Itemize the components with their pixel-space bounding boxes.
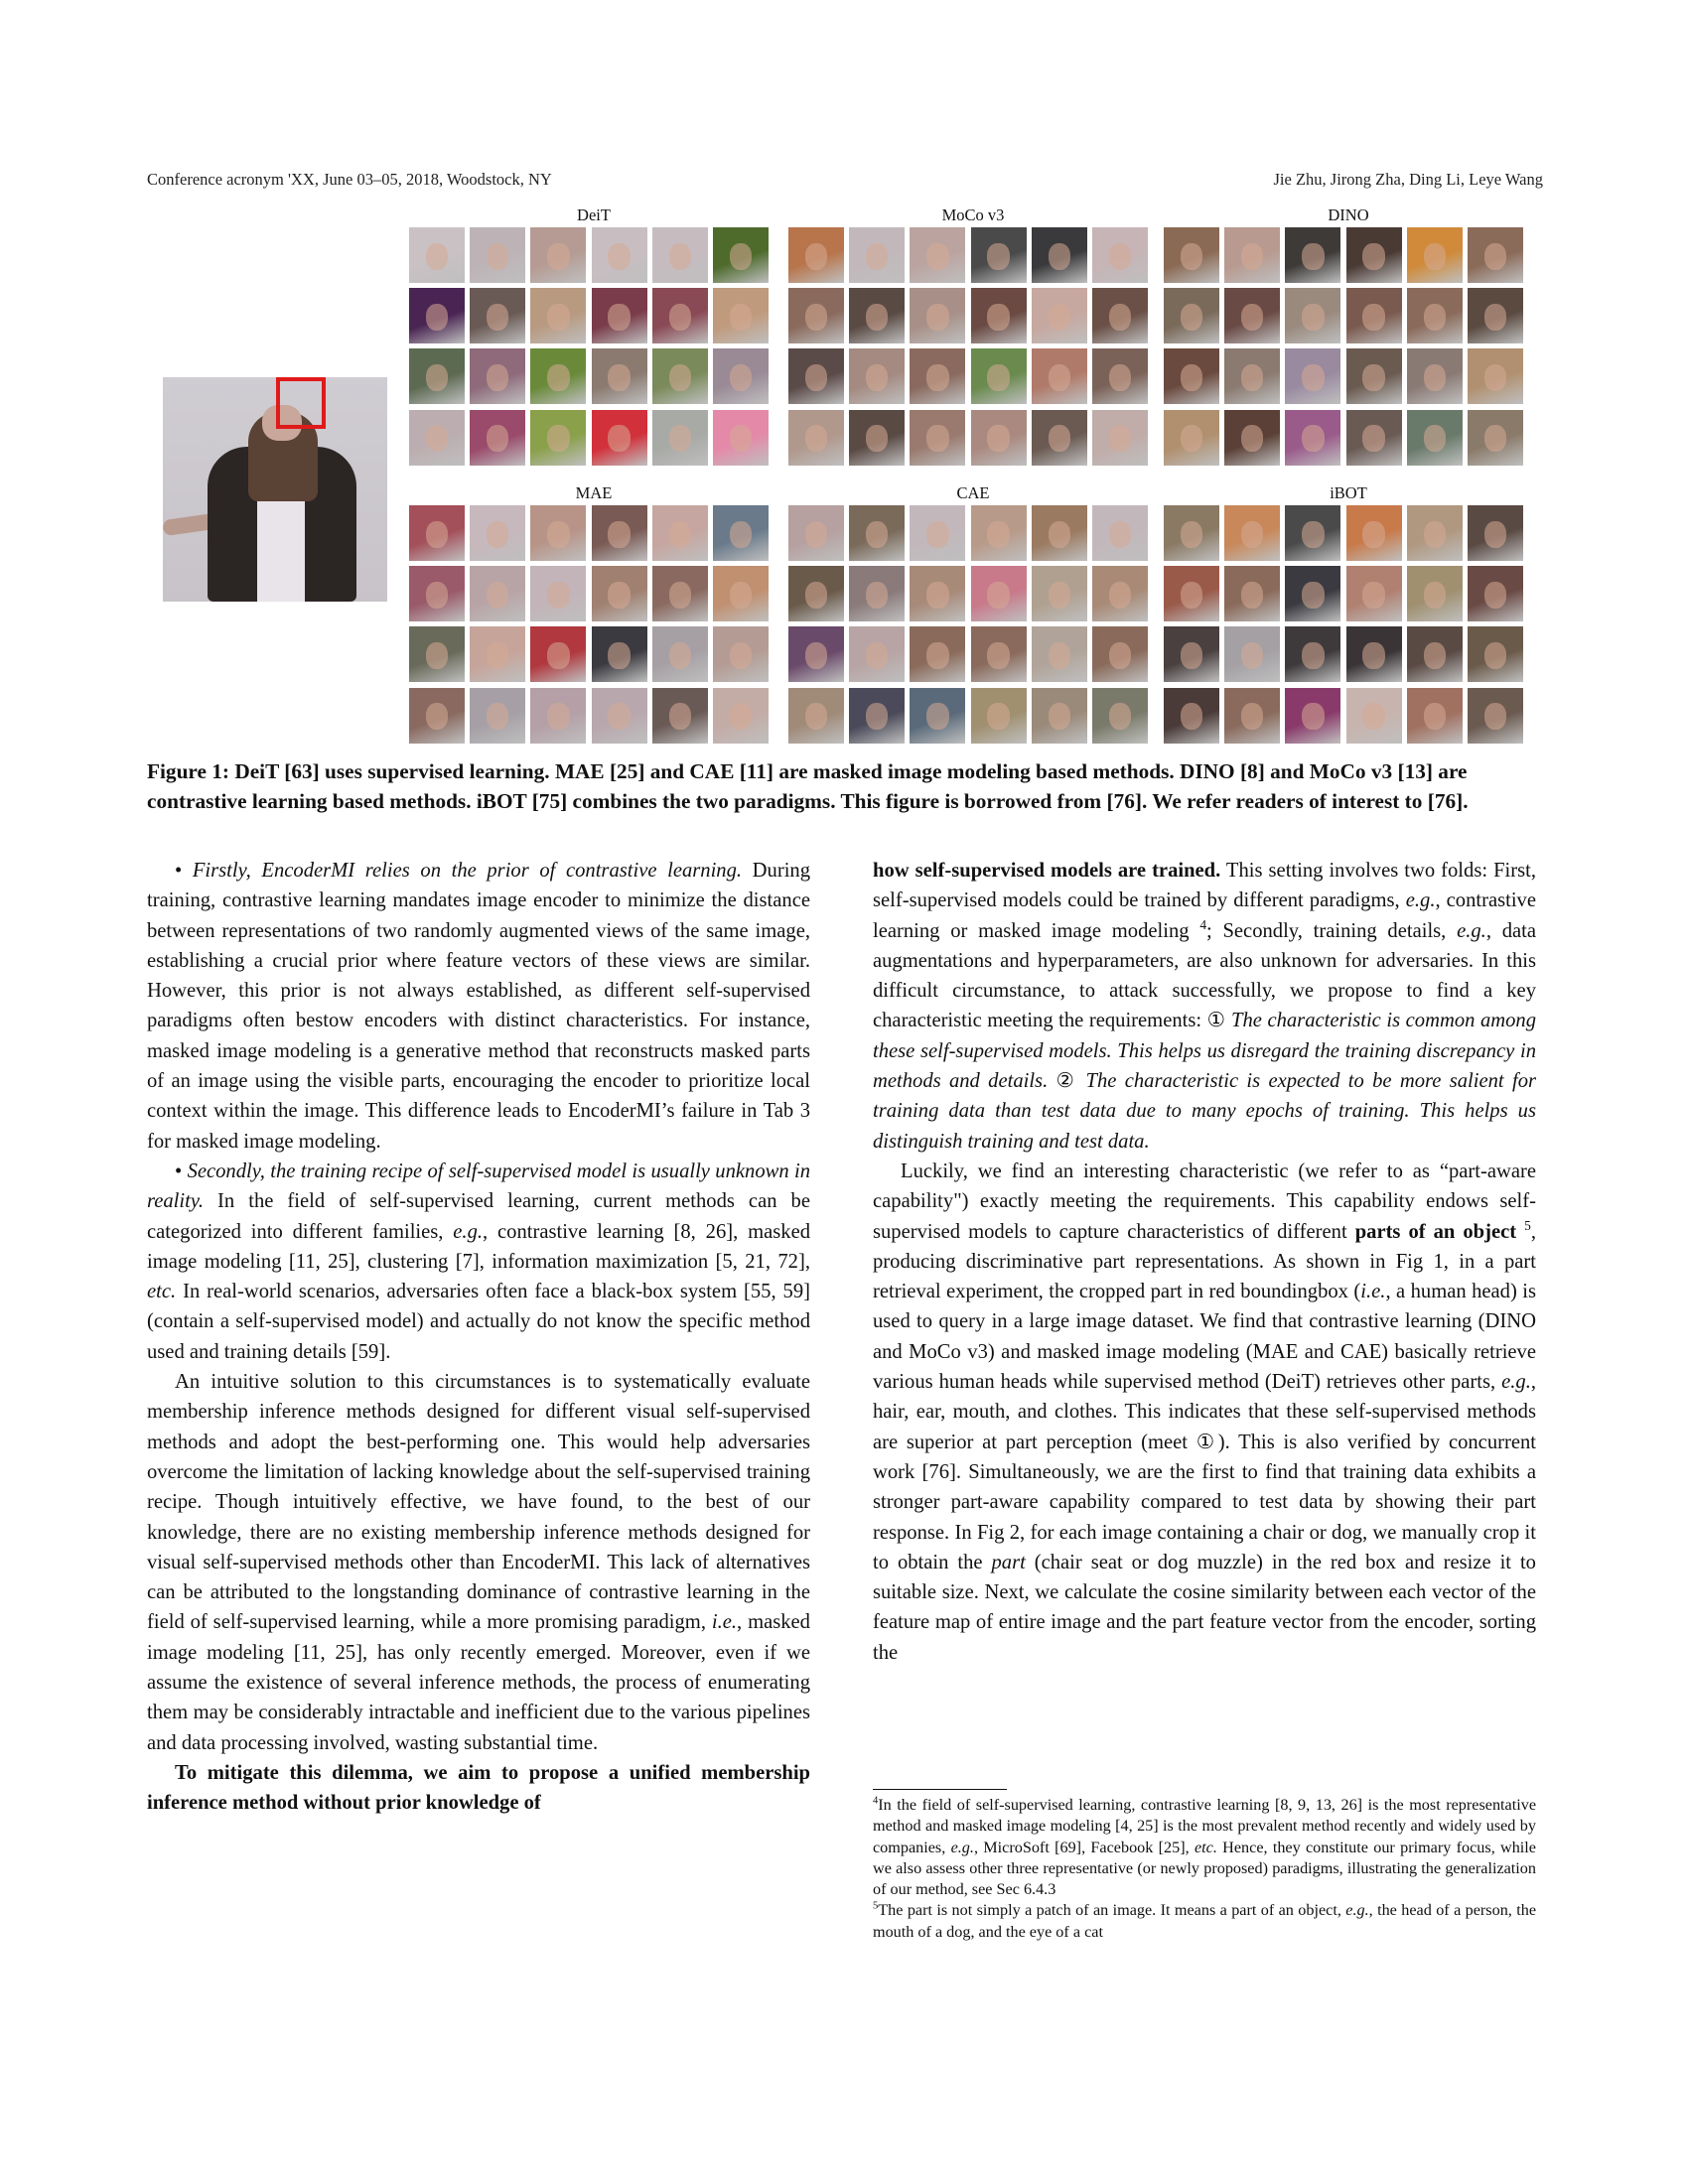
retrieved-image-thumbnail xyxy=(971,410,1027,466)
retrieved-image-thumbnail xyxy=(592,410,647,466)
retrieval-grid xyxy=(788,505,1158,744)
paragraph-luckily: Luckily, we find an interesting characteristic (we refer to as “part-aware capability") exactly meeting the requirements. This capability endows self-supervised models to capture characteristics of different parts of an object $^5$, producing discriminative part representations. As shown in Fig 1, in a part retrieval experiment, the cropped part in red boundingbox (i.e., a human head) is used to query in a large image dataset. We find that contrastive learning (DINO and MoCo v3) and masked image modeling (MAE and CAE) basically retrieve various human heads while supervised method (DeiT) retrieves other parts, e.g., hair, ear, mouth, and clothes. This indicates that these self-supervised methods are superior at part perception (meet ①). This is also verified by concurrent work [76]. Simultaneously, we are the first to find that training data exhibits a stronger part-aware capability compared to test data by showing their part response. In Fig 2, for each image containing a chair or dog, we manually crop it to obtain the part (chair seat or dog muzzle) in the red box and resize it to suitable size. Next, we calculate the cosine similarity between each vector of the feature map of entire image and the part feature vector from the encoder, sorting the xyxy=(873,1160,1536,1664)
retrieved-image-thumbnail xyxy=(1224,410,1280,466)
retrieved-image-thumbnail xyxy=(530,410,586,466)
retrieved-image-thumbnail xyxy=(1164,288,1219,343)
retrieved-image-thumbnail xyxy=(1164,410,1219,466)
retrieved-image-thumbnail xyxy=(1224,566,1280,621)
retrieved-image-thumbnail xyxy=(788,348,844,404)
panel-ibot xyxy=(1164,483,1533,744)
retrieved-image-thumbnail xyxy=(1346,505,1402,561)
retrieved-image-thumbnail xyxy=(1285,505,1340,561)
paragraph-setting: how self-supervised models are trained. This setting involves two folds: First, self-supervised models could be trained by different paradigms, e.g., contrastive learning or masked image modeling $^4$; Secondly, training details, e.g., data augmentations and hyperparameters, are also unknown for adversaries. In this difficult circumstance, to attack successfully, we propose to find a key characteristic meeting the requirements: ① The characteristic is common among these self-supervised models. This helps us disregard the training discrepancy in methods and details. ② The characteristic is expected to be more salient for training data than test data due to many epochs of training. This helps us distinguish training and test data. xyxy=(873,860,1537,1153)
retrieved-image-thumbnail xyxy=(1032,626,1087,682)
panel-cae xyxy=(788,483,1158,744)
retrieved-image-thumbnail xyxy=(713,566,769,621)
retrieved-image-thumbnail xyxy=(470,348,525,404)
retrieved-image-thumbnail xyxy=(849,566,905,621)
retrieved-image-thumbnail xyxy=(910,688,965,744)
retrieved-image-thumbnail xyxy=(713,505,769,561)
retrieved-image-thumbnail xyxy=(1407,688,1463,744)
retrieved-image-thumbnail xyxy=(788,688,844,744)
retrieved-image-thumbnail xyxy=(1032,288,1087,343)
retrieval-grid xyxy=(409,227,778,466)
left-column xyxy=(147,856,810,1819)
retrieval-grid xyxy=(1164,227,1533,466)
retrieved-image-thumbnail xyxy=(910,288,965,343)
retrieved-image-thumbnail xyxy=(1092,348,1148,404)
retrieved-image-thumbnail xyxy=(1092,288,1148,343)
running-head-authors: Jie Zhu, Jirong Zha, Ding Li, Leye Wang xyxy=(1273,170,1543,189)
retrieval-grid xyxy=(1164,505,1533,744)
retrieved-image-thumbnail xyxy=(1164,505,1219,561)
footnotes xyxy=(873,1795,1536,1943)
retrieved-image-thumbnail xyxy=(1346,410,1402,466)
retrieved-image-thumbnail xyxy=(910,505,965,561)
panel-title: iBOT xyxy=(1330,483,1367,502)
retrieved-image-thumbnail xyxy=(1032,227,1087,283)
retrieved-image-thumbnail xyxy=(592,288,647,343)
retrieved-image-thumbnail xyxy=(1407,227,1463,283)
retrieved-image-thumbnail xyxy=(592,348,647,404)
retrieved-image-thumbnail xyxy=(910,410,965,466)
retrieved-image-thumbnail xyxy=(530,227,586,283)
retrieved-image-thumbnail xyxy=(713,626,769,682)
retrieved-image-thumbnail xyxy=(1164,348,1219,404)
retrieved-image-thumbnail xyxy=(652,505,708,561)
retrieved-image-thumbnail xyxy=(530,348,586,404)
retrieved-image-thumbnail xyxy=(849,288,905,343)
retrieved-image-thumbnail xyxy=(1468,227,1523,283)
retrieved-image-thumbnail xyxy=(1164,227,1219,283)
retrieved-image-thumbnail xyxy=(849,348,905,404)
retrieved-image-thumbnail xyxy=(470,410,525,466)
paragraph-mitigate: To mitigate this dilemma, we aim to propose a unified membership inference method without prior knowledge of xyxy=(147,1761,810,1815)
retrieved-image-thumbnail xyxy=(592,566,647,621)
panel-deit xyxy=(409,205,778,466)
retrieved-image-thumbnail xyxy=(1164,566,1219,621)
retrieved-image-thumbnail xyxy=(470,688,525,744)
retrieved-image-thumbnail xyxy=(971,348,1027,404)
retrieved-image-thumbnail xyxy=(530,626,586,682)
retrieved-image-thumbnail xyxy=(1468,410,1523,466)
retrieved-image-thumbnail xyxy=(592,626,647,682)
retrieved-image-thumbnail xyxy=(470,227,525,283)
retrieved-image-thumbnail xyxy=(1468,566,1523,621)
retrieved-image-thumbnail xyxy=(409,348,465,404)
retrieved-image-thumbnail xyxy=(1285,227,1340,283)
retrieved-image-thumbnail xyxy=(788,566,844,621)
retrieved-image-thumbnail xyxy=(788,288,844,343)
retrieved-image-thumbnail xyxy=(409,505,465,561)
retrieved-image-thumbnail xyxy=(1224,227,1280,283)
retrieved-image-thumbnail xyxy=(849,626,905,682)
retrieved-image-thumbnail xyxy=(971,688,1027,744)
retrieved-image-thumbnail xyxy=(788,410,844,466)
retrieved-image-thumbnail xyxy=(530,288,586,343)
retrieved-image-thumbnail xyxy=(652,227,708,283)
panel-title: MAE xyxy=(575,483,613,502)
panel-moco-v3 xyxy=(788,205,1158,466)
retrieved-image-thumbnail xyxy=(713,410,769,466)
retrieved-image-thumbnail xyxy=(849,227,905,283)
footnote-divider xyxy=(873,1789,1007,1790)
retrieved-image-thumbnail xyxy=(1092,227,1148,283)
retrieved-image-thumbnail xyxy=(713,348,769,404)
retrieved-image-thumbnail xyxy=(1346,566,1402,621)
footnote-ref-4[interactable]: 4 xyxy=(1199,916,1206,932)
retrieved-image-thumbnail xyxy=(1032,688,1087,744)
retrieved-image-thumbnail xyxy=(971,288,1027,343)
retrieved-image-thumbnail xyxy=(1468,688,1523,744)
retrieved-image-thumbnail xyxy=(652,288,708,343)
retrieved-image-thumbnail xyxy=(652,688,708,744)
retrieved-image-thumbnail xyxy=(1224,288,1280,343)
figure-caption: Figure 1: DeiT [63] uses supervised learning. MAE [25] and CAE [11] are masked image modeling based methods. DINO [8] and MoCo v3 [13] are contrastive learning based methods. iBOT [75] combines the two paradigms. This figure is borrowed from [76]. We refer readers of interest to [76]. xyxy=(147,759,1469,813)
retrieved-image-thumbnail xyxy=(1407,626,1463,682)
retrieved-image-thumbnail xyxy=(849,505,905,561)
red-bounding-box xyxy=(276,377,326,429)
retrieved-image-thumbnail xyxy=(1285,566,1340,621)
retrieved-image-thumbnail xyxy=(849,410,905,466)
retrieved-image-thumbnail xyxy=(1285,688,1340,744)
retrieved-image-thumbnail xyxy=(971,505,1027,561)
retrieved-image-thumbnail xyxy=(713,688,769,744)
retrieved-image-thumbnail xyxy=(1032,566,1087,621)
bullet-lead: Secondly, the training recipe of self-supervised model is usually unknown in reality. xyxy=(147,1160,811,1213)
retrieved-image-thumbnail xyxy=(470,566,525,621)
retrieved-image-thumbnail xyxy=(1032,410,1087,466)
retrieved-image-thumbnail xyxy=(652,410,708,466)
retrieved-image-thumbnail xyxy=(1346,688,1402,744)
retrieved-image-thumbnail xyxy=(1468,505,1523,561)
retrieved-image-thumbnail xyxy=(592,505,647,561)
retrieved-image-thumbnail xyxy=(1346,288,1402,343)
retrieved-image-thumbnail xyxy=(530,688,586,744)
retrieved-image-thumbnail xyxy=(713,227,769,283)
retrieved-image-thumbnail xyxy=(652,626,708,682)
retrieved-image-thumbnail xyxy=(409,227,465,283)
retrieved-image-thumbnail xyxy=(409,688,465,744)
retrieval-grid xyxy=(409,505,778,744)
retrieved-image-thumbnail xyxy=(910,227,965,283)
retrieved-image-thumbnail xyxy=(1164,688,1219,744)
running-head-conference: Conference acronym 'XX, June 03–05, 2018, Woodstock, NY xyxy=(147,170,552,189)
retrieved-image-thumbnail xyxy=(1468,626,1523,682)
paragraph-secondly: • Secondly, the training recipe of self-supervised model is usually unknown in reality. In the field of self-supervised learning, current methods can be categorized into different families, e.g., contrastive learning [8, 26], masked image modeling [11, 25], clustering [7], information maximization [5, 21, 72], etc. In real-world scenarios, adversaries often face a black-box system [55, 59] (contain a self-supervised model) and actually do not know the specific method used and training details [59]. xyxy=(147,1160,811,1363)
retrieved-image-thumbnail xyxy=(470,626,525,682)
figure-1 xyxy=(0,0,1688,754)
retrieved-image-thumbnail xyxy=(971,626,1027,682)
retrieved-image-thumbnail xyxy=(1407,410,1463,466)
retrieved-image-thumbnail xyxy=(409,566,465,621)
retrieved-image-thumbnail xyxy=(470,505,525,561)
retrieved-image-thumbnail xyxy=(1407,288,1463,343)
panel-dino xyxy=(1164,205,1533,466)
panel-title: CAE xyxy=(956,483,990,502)
retrieved-image-thumbnail xyxy=(1224,505,1280,561)
retrieval-grid xyxy=(788,227,1158,466)
right-column xyxy=(873,856,1536,1668)
paragraph-firstly: • Firstly, EncoderMI relies on the prior of contrastive learning. During training, contrastive learning mandates image encoder to minimize the distance between representations of two randomly augmented views of the same image, establishing a crucial prior where feature vectors of these views are similar. However, this prior is not always established, as different self-supervised paradigms often bestow encoders with distinct characteristics. For instance, masked image modeling is a generative method that reconstructs masked parts of an image using the visible parts, encouraging the encoder to prioritize local context within the image. This difference leads to EncoderMI’s failure in Tab 3 for masked image modeling. xyxy=(147,860,811,1153)
retrieved-image-thumbnail xyxy=(1092,410,1148,466)
footnote-ref-5[interactable]: 5 xyxy=(1524,1217,1531,1233)
retrieved-image-thumbnail xyxy=(971,227,1027,283)
panel-title: DeiT xyxy=(577,205,611,224)
panel-title: MoCo v3 xyxy=(941,205,1005,224)
retrieved-image-thumbnail xyxy=(409,410,465,466)
retrieved-image-thumbnail xyxy=(1092,505,1148,561)
retrieved-image-thumbnail xyxy=(1032,348,1087,404)
panel-mae xyxy=(409,483,778,744)
retrieved-image-thumbnail xyxy=(1468,348,1523,404)
retrieved-image-thumbnail xyxy=(1092,688,1148,744)
retrieved-image-thumbnail xyxy=(1407,505,1463,561)
retrieved-image-thumbnail xyxy=(713,288,769,343)
retrieved-image-thumbnail xyxy=(592,227,647,283)
panel-title: DINO xyxy=(1328,205,1369,224)
retrieved-image-thumbnail xyxy=(1346,348,1402,404)
retrieved-image-thumbnail xyxy=(910,566,965,621)
retrieved-image-thumbnail xyxy=(1407,566,1463,621)
retrieved-image-thumbnail xyxy=(1032,505,1087,561)
retrieved-image-thumbnail xyxy=(788,227,844,283)
retrieved-image-thumbnail xyxy=(1346,626,1402,682)
retrieved-image-thumbnail xyxy=(1285,626,1340,682)
retrieved-image-thumbnail xyxy=(1224,688,1280,744)
retrieved-image-thumbnail xyxy=(788,626,844,682)
retrieved-image-thumbnail xyxy=(1285,410,1340,466)
retrieved-image-thumbnail xyxy=(849,688,905,744)
retrieved-image-thumbnail xyxy=(910,348,965,404)
bullet-lead: Firstly, EncoderMI relies on the prior of contrastive learning. xyxy=(192,860,743,882)
retrieved-image-thumbnail xyxy=(652,566,708,621)
retrieved-image-thumbnail xyxy=(1164,626,1219,682)
retrieved-image-thumbnail xyxy=(530,566,586,621)
retrieved-image-thumbnail xyxy=(1092,566,1148,621)
retrieved-image-thumbnail xyxy=(788,505,844,561)
retrieved-image-thumbnail xyxy=(1346,227,1402,283)
retrieved-image-thumbnail xyxy=(470,288,525,343)
retrieved-image-thumbnail xyxy=(652,348,708,404)
retrieved-image-thumbnail xyxy=(971,566,1027,621)
retrieved-image-thumbnail xyxy=(1224,626,1280,682)
retrieved-image-thumbnail xyxy=(409,626,465,682)
paragraph-intuitive-solution: An intuitive solution to this circumstances is to systematically evaluate membership inference methods designed for different visual self-supervised methods and adopt the best-performing one. This would help adversaries overcome the limitation of lacking knowledge about the self-supervised training recipe. Though intuitively effective, we have found, to the best of our knowledge, there are no existing membership inference methods designed for visual self-supervised methods other than EncoderMI. This lack of alternatives can be attributed to the longstanding dominance of contrastive learning in the field of self-supervised learning, while a more promising paradigm, i.e., masked image modeling [11, 25], has only recently emerged. Moreover, even if we assume the existence of several inference methods, the process of enumerating them may be considerably intractable and inefficient due to the various pipelines and data processing involved, wasting substantial time. xyxy=(147,1371,810,1754)
retrieved-image-thumbnail xyxy=(1468,288,1523,343)
retrieved-image-thumbnail xyxy=(592,688,647,744)
retrieved-image-thumbnail xyxy=(1407,348,1463,404)
footnote-5: $^5$The part is not simply a patch of an image. It means a part of an object, e.g., the head of a person, the mouth of a dog, and the eye of a cat xyxy=(873,1901,1536,1941)
query-image xyxy=(163,377,387,602)
retrieved-image-thumbnail xyxy=(910,626,965,682)
retrieved-image-thumbnail xyxy=(1285,348,1340,404)
footnote-4: $^4$In the field of self-supervised learning, contrastive learning [8, 9, 13, 26] is the most representative method and masked image modeling [4, 25] is the most prevalent method recently and widely used by companies, e.g., MicroSoft [69], Facebook [25], etc. Hence, they constitute our primary focus, while we also assess other three representative (or newly proposed) paradigms, illustrating the generalization of our method, see Sec 6.4.3 xyxy=(873,1795,1536,1899)
retrieved-image-thumbnail xyxy=(530,505,586,561)
retrieved-image-thumbnail xyxy=(409,288,465,343)
retrieved-image-thumbnail xyxy=(1092,626,1148,682)
retrieved-image-thumbnail xyxy=(1224,348,1280,404)
retrieved-image-thumbnail xyxy=(1285,288,1340,343)
